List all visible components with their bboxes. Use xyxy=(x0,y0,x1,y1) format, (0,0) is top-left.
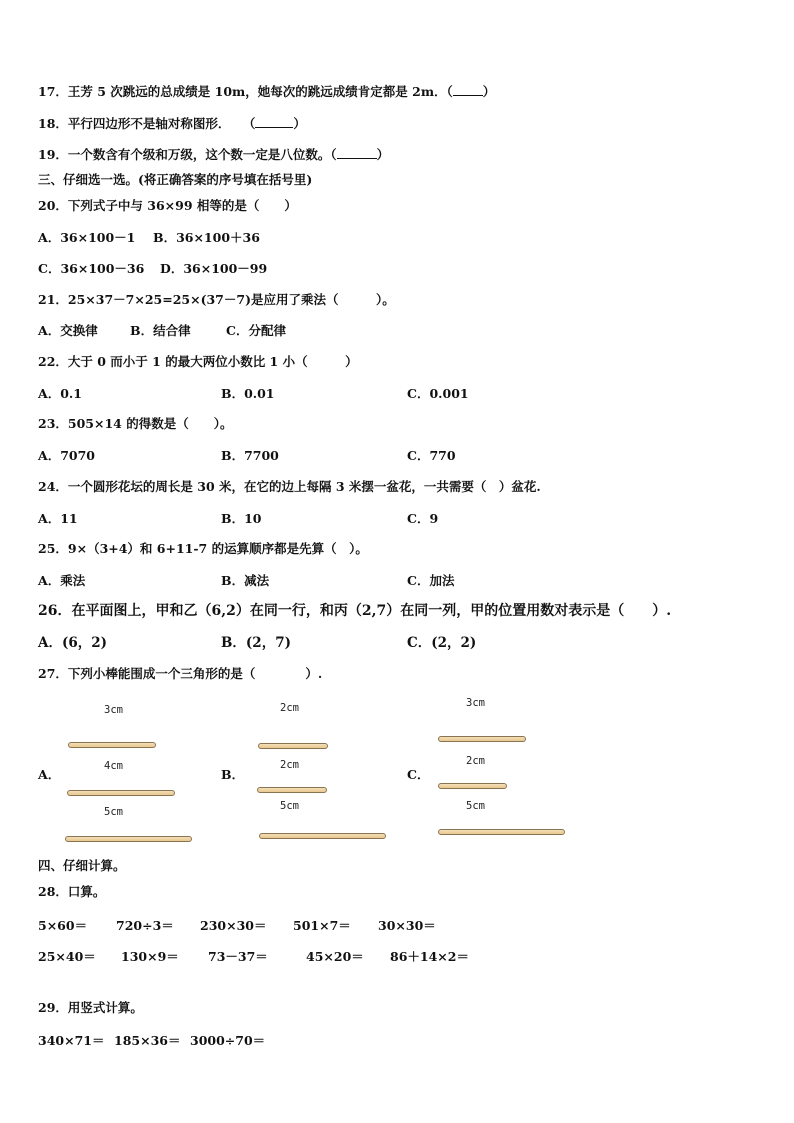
oral-calc-6: 25×40＝ xyxy=(38,949,96,964)
question-24-text: 24．一个圆形花坛的周长是 30 米，在它的边上每隔 3 米摆一盆花，一共需要（ ）盆花. xyxy=(38,479,541,494)
q20-option-b[interactable]: B．36×100＋36 xyxy=(153,230,260,245)
oral-calc-5: 30×30＝ xyxy=(378,918,436,933)
question-17-text: 17．王芳 5 次跳远的总成绩是 10m，她每次的跳远成绩肯定都是 2m．（ xyxy=(38,84,453,99)
stick-c3 xyxy=(438,829,565,835)
question-18-text: 18．平行四边形不是轴对称图形． （ xyxy=(38,116,256,131)
q27-option-a[interactable]: A． xyxy=(38,767,61,782)
stick-b3-label: 5cm xyxy=(280,800,299,812)
q22-option-c[interactable]: C．0.001 xyxy=(407,386,469,401)
q21-option-b[interactable]: B．结合律 xyxy=(130,323,191,338)
stick-b3 xyxy=(259,833,386,839)
q21-option-c[interactable]: C．分配律 xyxy=(226,323,286,338)
q23-option-a[interactable]: A．7070 xyxy=(38,448,95,463)
q24-option-a[interactable]: A．11 xyxy=(38,511,78,526)
q27-option-b[interactable]: B． xyxy=(221,767,245,782)
stick-b2-label: 2cm xyxy=(280,759,299,771)
question-18-close: ） xyxy=(293,116,306,131)
q25-option-a[interactable]: A．乘法 xyxy=(38,573,86,588)
q23-option-c[interactable]: C．770 xyxy=(407,448,456,463)
q24-option-b[interactable]: B．10 xyxy=(221,511,262,526)
oral-calc-8: 73－37＝ xyxy=(208,949,268,964)
answer-blank-18[interactable] xyxy=(255,116,293,128)
question-28-title: 28．口算。 xyxy=(38,884,106,899)
question-18 xyxy=(38,116,306,132)
question-23-text: 23．505×14 的得数是（ ）。 xyxy=(38,416,233,431)
question-17 xyxy=(38,84,495,100)
stick-a2-label: 4cm xyxy=(104,760,123,772)
q21-option-a[interactable]: A．交换律 xyxy=(38,323,98,338)
vertical-calc-2: 185×36＝ xyxy=(114,1033,181,1048)
answer-blank-17[interactable] xyxy=(453,84,483,96)
stick-a3-label: 5cm xyxy=(104,806,123,818)
oral-calc-9: 45×20＝ xyxy=(306,949,364,964)
stick-c2-label: 2cm xyxy=(466,755,485,767)
oral-calc-1: 5×60＝ xyxy=(38,918,88,933)
question-22-text: 22．大于 0 而小于 1 的最大两位小数比 1 小（ ） xyxy=(38,354,358,369)
q26-option-a[interactable]: A．(6，2) xyxy=(38,635,108,651)
question-27-text: 27．下列小棒能围成一个三角形的是（ ）. xyxy=(38,666,323,681)
q24-option-c[interactable]: C．9 xyxy=(407,511,439,526)
oral-calc-7: 130×9＝ xyxy=(121,949,179,964)
stick-b1 xyxy=(258,743,328,749)
q25-option-b[interactable]: B．减法 xyxy=(221,573,270,588)
question-19 xyxy=(38,147,389,163)
vertical-calc-3: 3000÷70＝ xyxy=(190,1033,266,1048)
q23-option-b[interactable]: B．7700 xyxy=(221,448,279,463)
q25-option-c[interactable]: C．加法 xyxy=(407,573,455,588)
oral-calc-10: 86＋14×2＝ xyxy=(390,949,469,964)
answer-blank-19[interactable] xyxy=(337,147,377,159)
question-21-text: 21．25×37－7×25=25×(37－7)是应用了乘法（ ）。 xyxy=(38,292,395,307)
stick-c3-label: 5cm xyxy=(466,800,485,812)
stick-a2 xyxy=(67,790,175,796)
q27-option-c[interactable]: C． xyxy=(407,767,430,782)
question-20-text: 20．下列式子中与 36×99 相等的是（ ） xyxy=(38,198,297,213)
q20-option-d[interactable]: D．36×100－99 xyxy=(160,261,268,276)
stick-c2 xyxy=(438,783,507,789)
question-29-title: 29．用竖式计算。 xyxy=(38,1000,143,1015)
question-19-close: ） xyxy=(376,147,390,162)
q20-option-c[interactable]: C．36×100－36 xyxy=(38,261,145,276)
section-3-heading: 三、仔细选一选。(将正确答案的序号填在括号里) xyxy=(38,172,313,187)
q20-option-a[interactable]: A．36×100－1 xyxy=(38,230,136,245)
question-17-close: ） xyxy=(482,84,496,99)
stick-a3 xyxy=(65,836,192,842)
stick-a1 xyxy=(68,742,156,748)
q26-option-b[interactable]: B．(2，7) xyxy=(221,635,291,651)
q22-option-b[interactable]: B．0.01 xyxy=(221,386,275,401)
q26-option-c[interactable]: C．(2，2) xyxy=(407,635,477,651)
stick-c1 xyxy=(438,736,526,742)
section-4-heading: 四、仔细计算。 xyxy=(38,858,126,873)
q22-option-a[interactable]: A．0.1 xyxy=(38,386,82,401)
question-19-text: 19．一个数含有个级和万级，这个数一定是八位数。（ xyxy=(38,147,337,162)
stick-b1-label: 2cm xyxy=(280,702,299,714)
vertical-calc-1: 340×71＝ xyxy=(38,1033,105,1048)
question-26-text: 26．在平面图上，甲和乙（6,2）在同一行，和丙（2,7）在同一列，甲的位置用数对表示是（ ）. xyxy=(38,603,672,619)
question-25-text: 25．9×（3+4）和 6+11-7 的运算顺序都是先算（ ）。 xyxy=(38,541,368,556)
stick-b2 xyxy=(257,787,327,793)
oral-calc-2: 720÷3＝ xyxy=(116,918,174,933)
stick-a1-label: 3cm xyxy=(104,704,123,716)
stick-c1-label: 3cm xyxy=(466,697,485,709)
oral-calc-3: 230×30＝ xyxy=(200,918,267,933)
oral-calc-4: 501×7＝ xyxy=(293,918,351,933)
